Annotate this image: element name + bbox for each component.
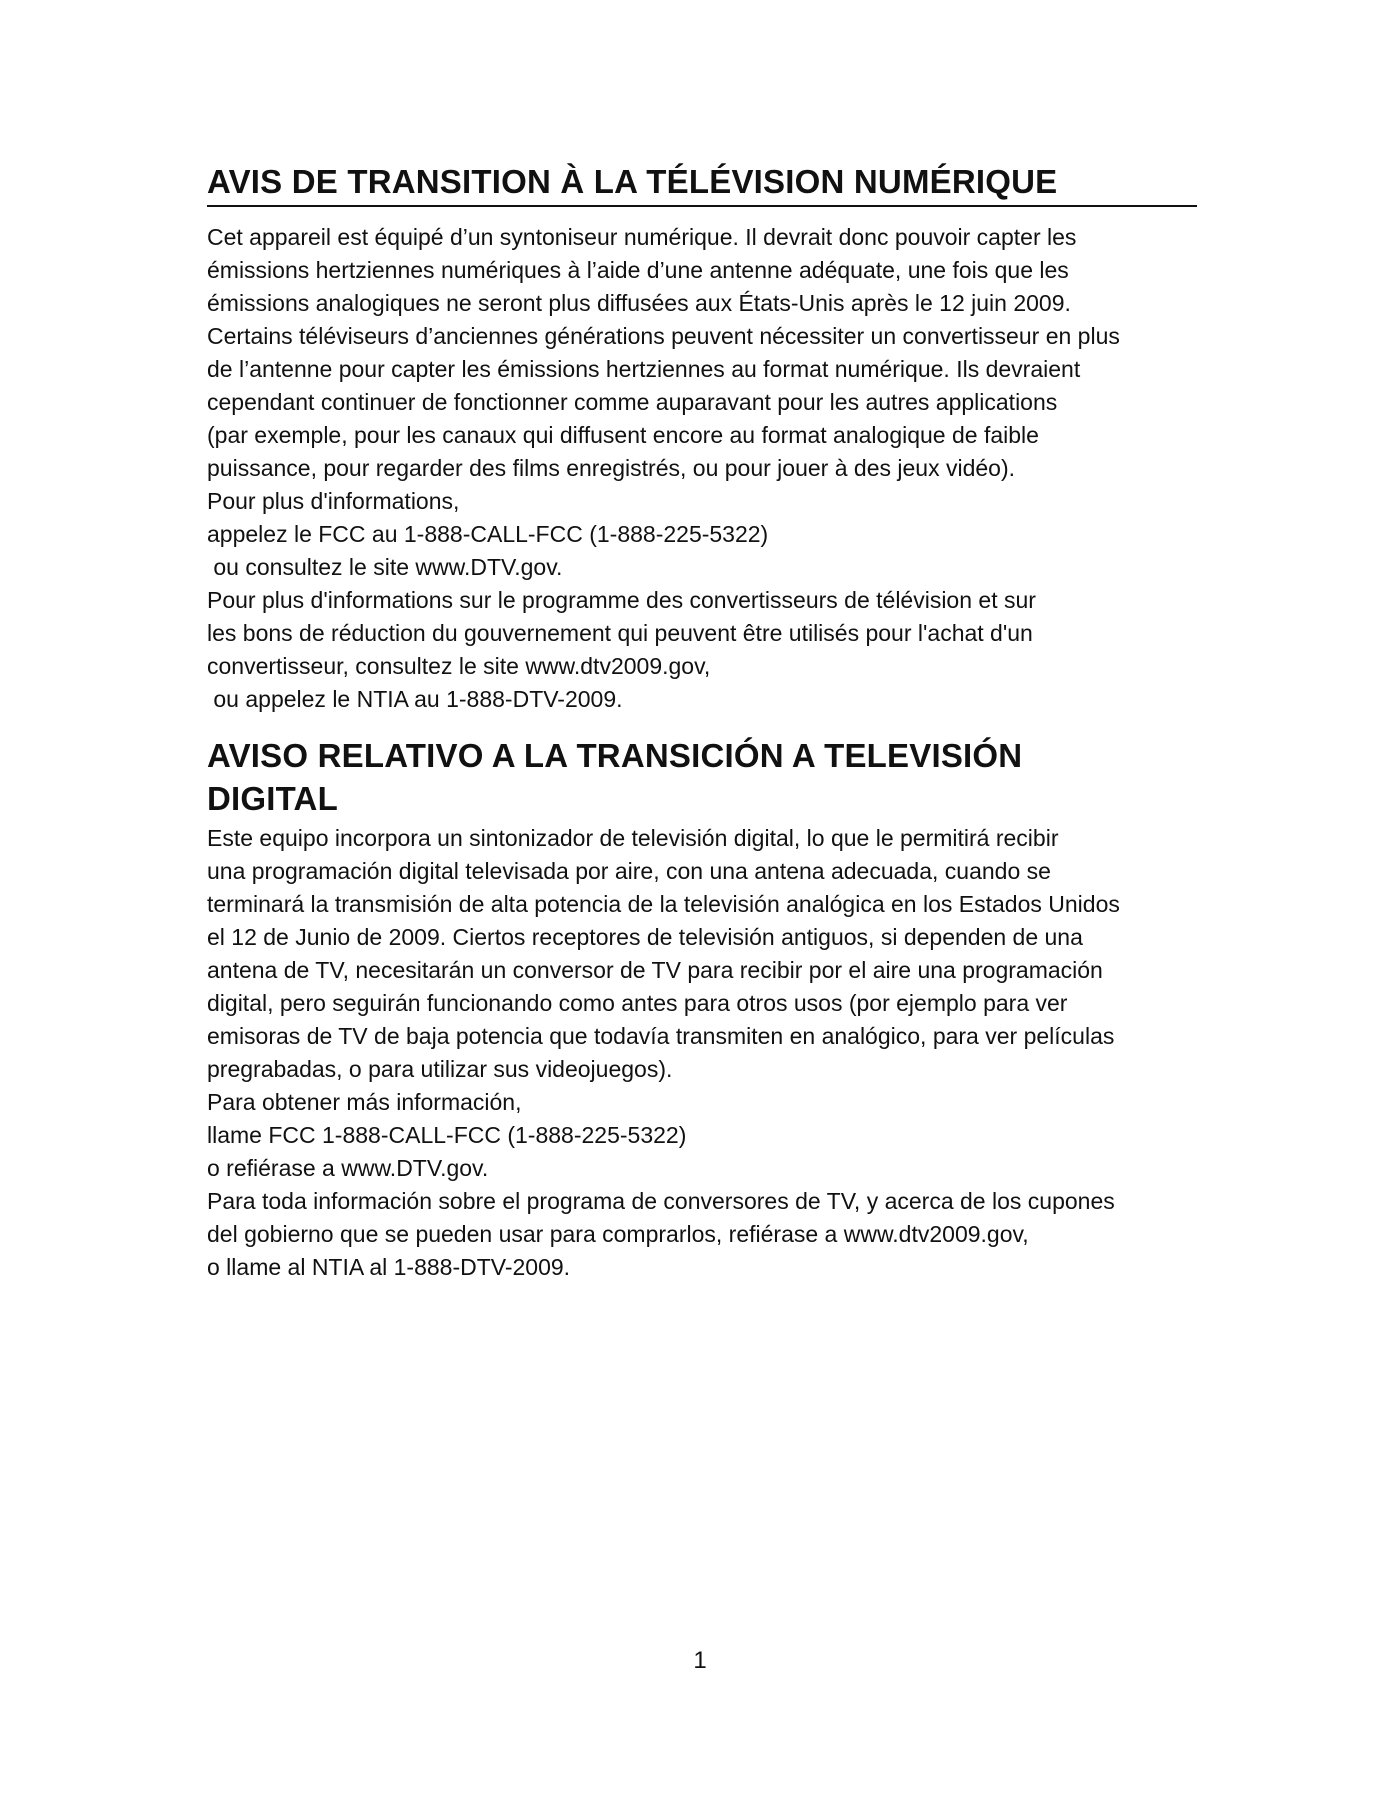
spanish-fcc-phone: llame FCC 1-888-CALL-FCC (1-888-225-5322) <box>207 1122 687 1148</box>
spanish-dtv-website: o refiérase a www.DTV.gov. <box>207 1155 489 1181</box>
spanish-body-line: antena de TV, necesitarán un conversor de TV para recibir por el aire una programación <box>207 957 1103 983</box>
french-body-line: émissions hertziennes numériques à l’aide d’une antenne adéquate, une fois que les <box>207 257 1069 283</box>
spanish-body-line: el 12 de Junio de 2009. Ciertos receptores de televisión antiguos, si dependen de una <box>207 924 1083 950</box>
french-contact-intro: Pour plus d'informations, <box>207 488 460 514</box>
french-body-line: cependant continuer de fonctionner comme auparavant pour les autres applications <box>207 389 1058 415</box>
french-body-line: (par exemple, pour les canaux qui diffusent encore au format analogique de faible <box>207 422 1039 448</box>
french-fcc-phone: appelez le FCC au 1-888-CALL-FCC (1-888-225-5322) <box>207 521 769 547</box>
spanish-body-line: terminará la transmisión de alta potencia de la televisión analógica en los Estados Unidos <box>207 891 1120 917</box>
french-dtv-website: ou consultez le site www.DTV.gov. <box>207 554 563 580</box>
french-body-line: Pour plus d'informations sur le programme des convertisseurs de télévision et sur <box>207 587 1036 613</box>
spanish-ntia-phone: o llame al NTIA al 1-888-DTV-2009. <box>207 1254 571 1280</box>
french-dtv2009-website: convertisseur, consultez le site www.dtv2009.gov, <box>207 653 711 679</box>
spanish-body-line: Para toda información sobre el programa de conversores de TV, y acerca de los cupones <box>207 1188 1115 1214</box>
spanish-heading-line: DIGITAL <box>207 780 338 817</box>
spanish-heading-line: AVISO RELATIVO A LA TRANSICIÓN A TELEVISIÓN <box>207 737 1023 774</box>
french-body-line: Cet appareil est équipé d’un syntoniseur numérique. Il devrait donc pouvoir capter les <box>207 224 1077 250</box>
spanish-notice-heading <box>207 734 1197 820</box>
spanish-body-line: pregrabadas, o para utilizar sus videojuegos). <box>207 1056 673 1082</box>
spanish-body-line: digital, pero seguirán funcionando como antes para otros usos (por ejemplo para ver <box>207 990 1068 1016</box>
spanish-contact-intro: Para obtener más información, <box>207 1089 522 1115</box>
french-body-line: Certains téléviseurs d’anciennes générations peuvent nécessiter un convertisseur en plus <box>207 323 1120 349</box>
document-page <box>207 160 1197 1284</box>
page-number: 1 <box>693 1647 707 1674</box>
french-notice-body <box>207 221 1197 716</box>
spanish-body-line: emisoras de TV de baja potencia que todavía transmiten en analógico, para ver películas <box>207 1023 1115 1049</box>
spanish-dtv2009-website: del gobierno que se pueden usar para comprarlos, refiérase a www.dtv2009.gov, <box>207 1221 1029 1247</box>
spanish-body-line: Este equipo incorpora un sintonizador de televisión digital, lo que le permitirá recibir <box>207 825 1059 851</box>
french-body-line: les bons de réduction du gouvernement qui peuvent être utilisés pour l'achat d'un <box>207 620 1033 646</box>
french-notice-heading: AVIS DE TRANSITION À LA TÉLÉVISION NUMÉRIQUE <box>207 160 1197 207</box>
french-notice-section <box>207 160 1197 716</box>
spanish-notice-body <box>207 822 1197 1284</box>
spanish-notice-section <box>207 734 1197 1284</box>
french-body-line: de l’antenne pour capter les émissions hertziennes au format numérique. Ils devraient <box>207 356 1081 382</box>
french-body-line: puissance, pour regarder des films enregistrés, ou pour jouer à des jeux vidéo). <box>207 455 1015 481</box>
spanish-body-line: una programación digital televisada por aire, con una antena adecuada, cuando se <box>207 858 1051 884</box>
french-body-line: émissions analogiques ne seront plus diffusées aux États-Unis après le 12 juin 2009. <box>207 290 1071 316</box>
french-ntia-phone: ou appelez le NTIA au 1-888-DTV-2009. <box>207 686 623 712</box>
